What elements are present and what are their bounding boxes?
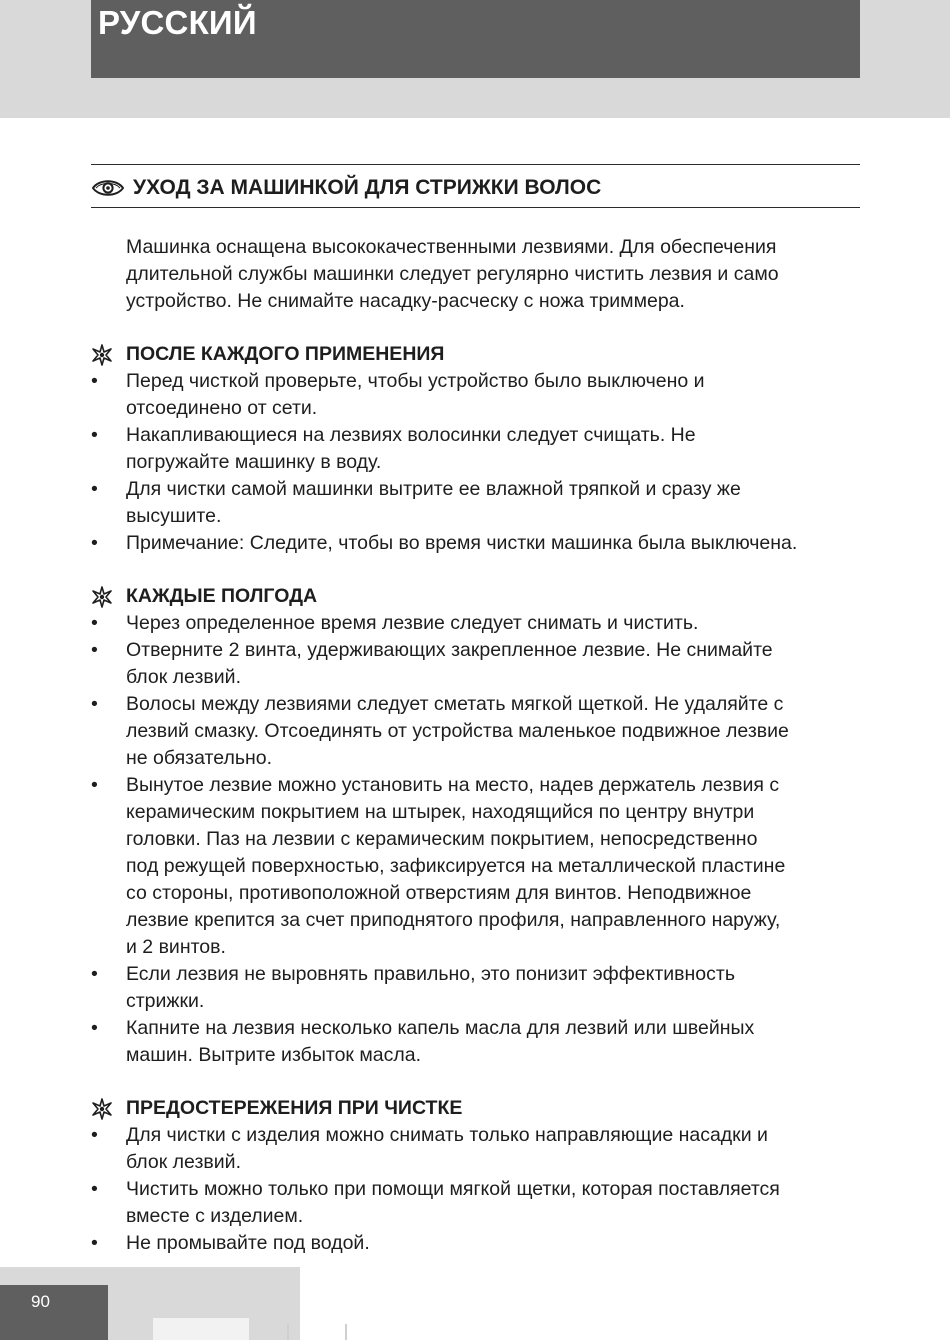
content: [91, 234, 860, 1283]
list-item-line: блок лезвий.: [126, 1151, 241, 1173]
list-item: [91, 476, 860, 530]
list-item-line: не обязательно.: [126, 747, 273, 769]
section-title: УХОД ЗА МАШИНКОЙ ДЛЯ СТРИЖКИ ВОЛОС: [133, 176, 602, 199]
intro-paragraph: [91, 234, 860, 315]
tab-stub: [153, 1318, 249, 1340]
tab-divider: [287, 1324, 289, 1340]
list-item-line: Волосы между лезвиями следует сметать мягкой щеткой. Не удаляйте с: [126, 693, 784, 715]
subsection-heading: [91, 1095, 860, 1122]
list-item-line: Перед чисткой проверьте, чтобы устройство было выключено и: [126, 370, 705, 392]
intro-line: длительной службы машинки следует регулярно чистить лезвия и само: [126, 263, 779, 285]
list-item: [91, 772, 860, 961]
list-item: [91, 422, 860, 476]
subsection-title: ПОСЛЕ КАЖДОГО ПРИМЕНЕНИЯ: [126, 343, 445, 365]
section-rule-bottom: [91, 207, 860, 208]
list-item: [91, 961, 860, 1015]
list-item-line: лезвий смазку. Отсоединять от устройства маленькое подвижное лезвие: [126, 720, 789, 742]
list-item-line: вместе с изделием.: [126, 1205, 304, 1227]
list-item-line: Капните на лезвия несколько капель масла для лезвий или швейных: [126, 1017, 755, 1039]
bullet-list: [91, 1122, 860, 1257]
list-item-line: Накапливающиеся на лезвиях волосинки следует счищать. Не: [126, 424, 696, 446]
subsection: [91, 341, 860, 557]
list-item-line: Если лезвия не выровнять правильно, это понизит эффективность: [126, 963, 735, 985]
list-item-line: Отверните 2 винта, удерживающих закрепленное лезвие. Не снимайте: [126, 639, 773, 661]
list-item-line: погружайте машинку в воду.: [126, 451, 382, 473]
list-item-line: отсоединено от сети.: [126, 397, 318, 419]
list-item: [91, 1230, 860, 1257]
intro-line: устройство. Не снимайте насадку-расческу с ножа триммера.: [126, 290, 685, 312]
tab-divider: [345, 1324, 347, 1340]
page-number-box: [0, 1285, 108, 1340]
list-item: [91, 368, 860, 422]
list-item: [91, 1122, 860, 1176]
list-item-line: Для чистки самой машинки вытрите ее влажной тряпкой и сразу же: [126, 478, 741, 500]
list-item: [91, 1176, 860, 1230]
star-icon: [91, 586, 113, 608]
eye-icon: [91, 177, 125, 199]
list-item-line: блок лезвий.: [126, 666, 241, 688]
list-item-line: высушите.: [126, 505, 222, 527]
list-item-line: Примечание: Следите, чтобы во время чистки машинка была выключена.: [126, 532, 798, 554]
list-item-line: и 2 винтов.: [126, 936, 226, 958]
page-number: 90: [31, 1292, 50, 1311]
subsection-heading: [91, 341, 860, 368]
list-item-line: со стороны, противоположной отверстиям для винтов. Неподвижное: [126, 882, 752, 904]
list-item-line: стрижки.: [126, 990, 205, 1012]
intro-line: Машинка оснащена высококачественными лезвиями. Для обеспечения: [126, 236, 777, 258]
list-item: [91, 1015, 860, 1069]
list-item-line: под режущей поверхностью, зафиксируется на металлической пластине: [126, 855, 786, 877]
list-item-line: Чистить можно только при помощи мягкой щетки, которая поставляется: [126, 1178, 780, 1200]
list-item: [91, 530, 860, 557]
subsections: [91, 341, 860, 1257]
list-item-line: Вынутое лезвие можно установить на место, надев держатель лезвия с: [126, 774, 780, 796]
subsection-title: КАЖДЫЕ ПОЛГОДА: [126, 585, 318, 607]
subsection-heading: [91, 583, 860, 610]
bullet-list: [91, 368, 860, 557]
subsection: [91, 583, 860, 1069]
section-rule-top: [91, 164, 860, 165]
list-item-line: машин. Вытрите избыток масла.: [126, 1044, 422, 1066]
subsection: [91, 1095, 860, 1257]
star-icon: [91, 344, 113, 366]
language-label: РУССКИЙ: [98, 4, 257, 41]
list-item: [91, 637, 860, 691]
language-header: [91, 0, 860, 78]
list-item-line: Через определенное время лезвие следует снимать и чистить.: [126, 612, 699, 634]
list-item: [91, 610, 860, 637]
star-icon: [91, 1098, 113, 1120]
list-item-line: керамическим покрытием на штырек, находящийся по центру внутри: [126, 801, 755, 823]
list-item-line: головки. Паз на лезвии с керамическим покрытием, непосредственно: [126, 828, 758, 850]
list-item: [91, 691, 860, 772]
list-item-line: лезвие крепится за счет приподнятого профиля, направленного наружу,: [126, 909, 781, 931]
subsection-title: ПРЕДОСТЕРЕЖЕНИЯ ПРИ ЧИСТКЕ: [126, 1097, 463, 1119]
bullet-list: [91, 610, 860, 1069]
list-item-line: Для чистки с изделия можно снимать только направляющие насадки и: [126, 1124, 768, 1146]
section-heading: [91, 172, 601, 204]
list-item-line: Не промывайте под водой.: [126, 1232, 370, 1254]
